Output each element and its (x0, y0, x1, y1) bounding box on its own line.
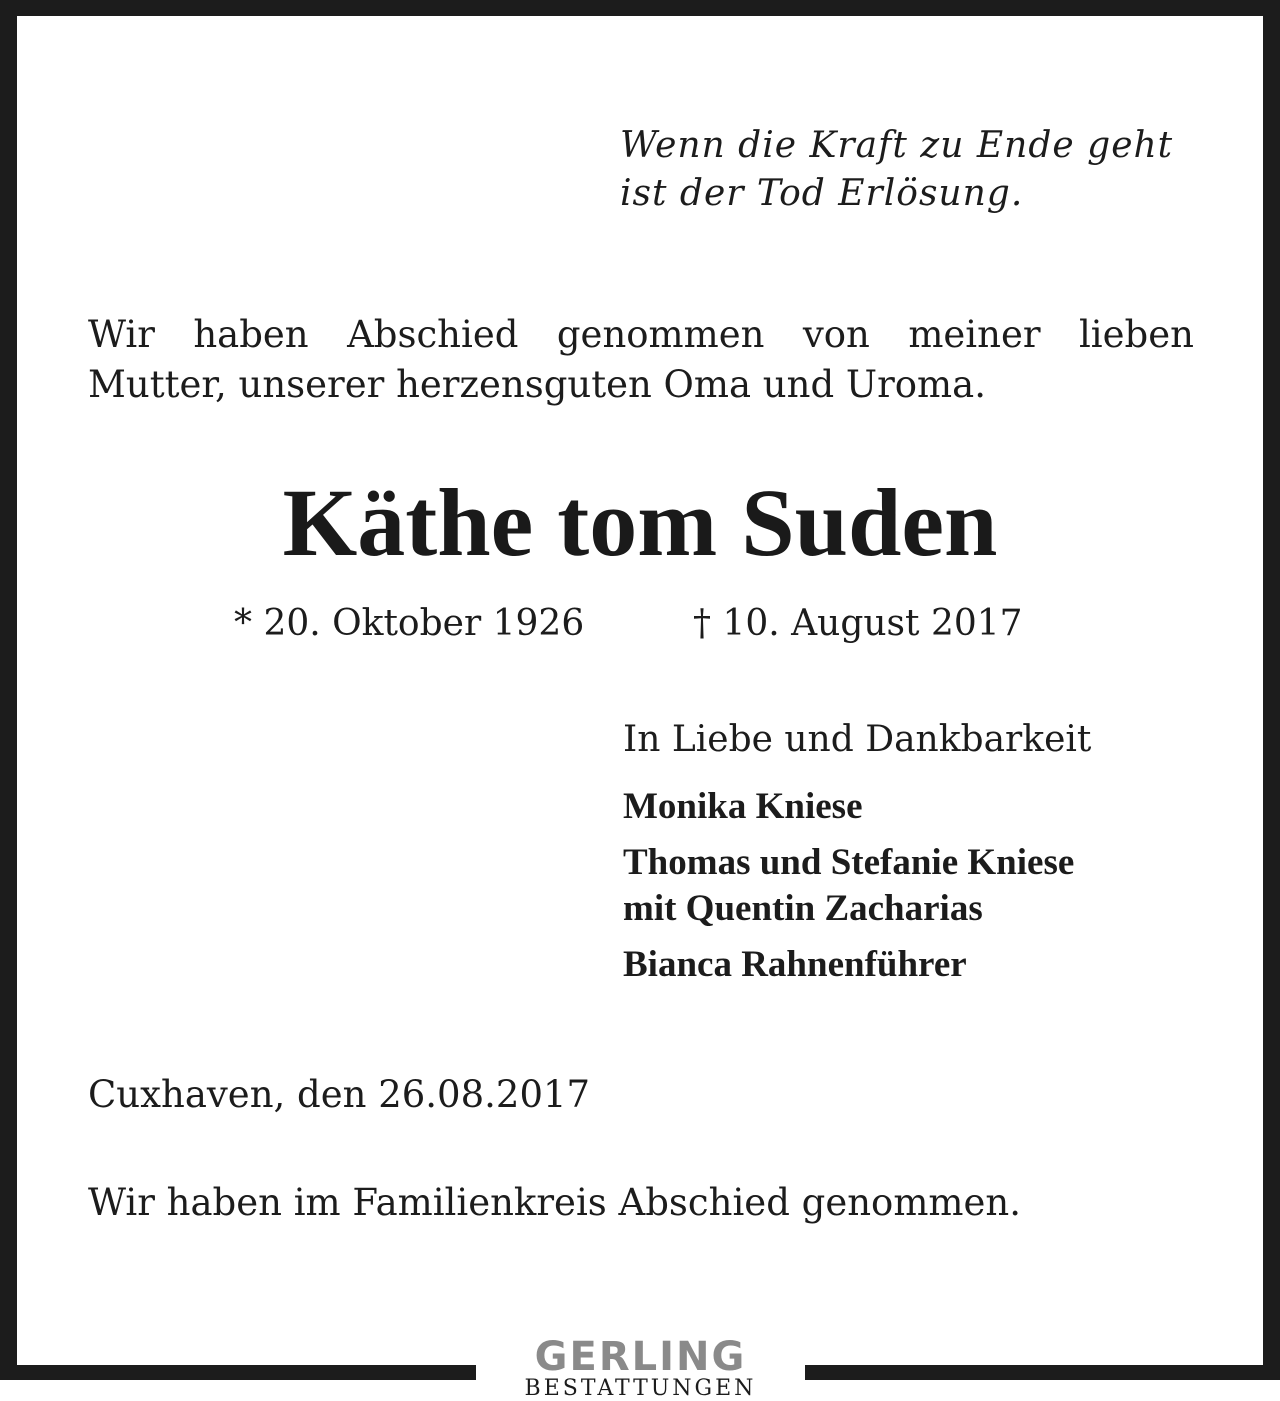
intro-line-1 (88, 310, 1194, 360)
intro-line-2: Mutter, unserer herzensguten Oma und Uroma. (88, 363, 986, 406)
intro-word: von (802, 313, 870, 356)
mourner-entry (623, 784, 1243, 830)
family-note: Wir haben im Familienkreis Abschied genommen. (88, 1181, 1021, 1224)
death-date: † 10. August 2017 (693, 603, 1023, 644)
birth-date: * 20. Oktober 1926 (234, 603, 585, 644)
place-and-date: Cuxhaven, den 26.08.2017 (88, 1073, 591, 1116)
closing-phrase: In Liebe und Dankbarkeit (623, 719, 1092, 760)
deceased-name: Käthe tom Suden (282, 469, 998, 576)
frame-right-border (1263, 0, 1280, 1380)
mourner-name: Monika Kniese (623, 786, 863, 827)
mourner-entry (623, 942, 1243, 988)
motto-line-2: ist der Tod Erlösung. (620, 173, 1024, 214)
intro-word: Wir (88, 313, 155, 356)
frame-bottom-right-border (805, 1365, 1280, 1380)
intro-word: lieben (1078, 313, 1194, 356)
mourner-name-continued: mit Quentin Zacharias (623, 888, 983, 929)
frame-left-border (0, 0, 17, 1380)
intro-text (88, 310, 1194, 410)
mourner-name: Bianca Rahnenführer (623, 944, 967, 985)
intro-word: Abschied (347, 313, 519, 356)
motto-quote (620, 122, 1200, 218)
frame-bottom-left-border (0, 1365, 476, 1380)
funeral-home-logo (476, 1336, 805, 1399)
intro-word: meiner (908, 313, 1041, 356)
logo-subtitle: BESTATTUNGEN (524, 1376, 757, 1401)
intro-word: genommen (556, 313, 765, 356)
mourner-entry (623, 840, 1243, 932)
intro-word: haben (193, 313, 309, 356)
motto-line-1: Wenn die Kraft zu Ende geht (620, 125, 1174, 166)
mourners-list (623, 784, 1243, 998)
logo-name: GERLING (534, 1334, 747, 1380)
mourner-name: Thomas und Stefanie Kniese (623, 842, 1075, 883)
frame-top-border (0, 0, 1280, 16)
